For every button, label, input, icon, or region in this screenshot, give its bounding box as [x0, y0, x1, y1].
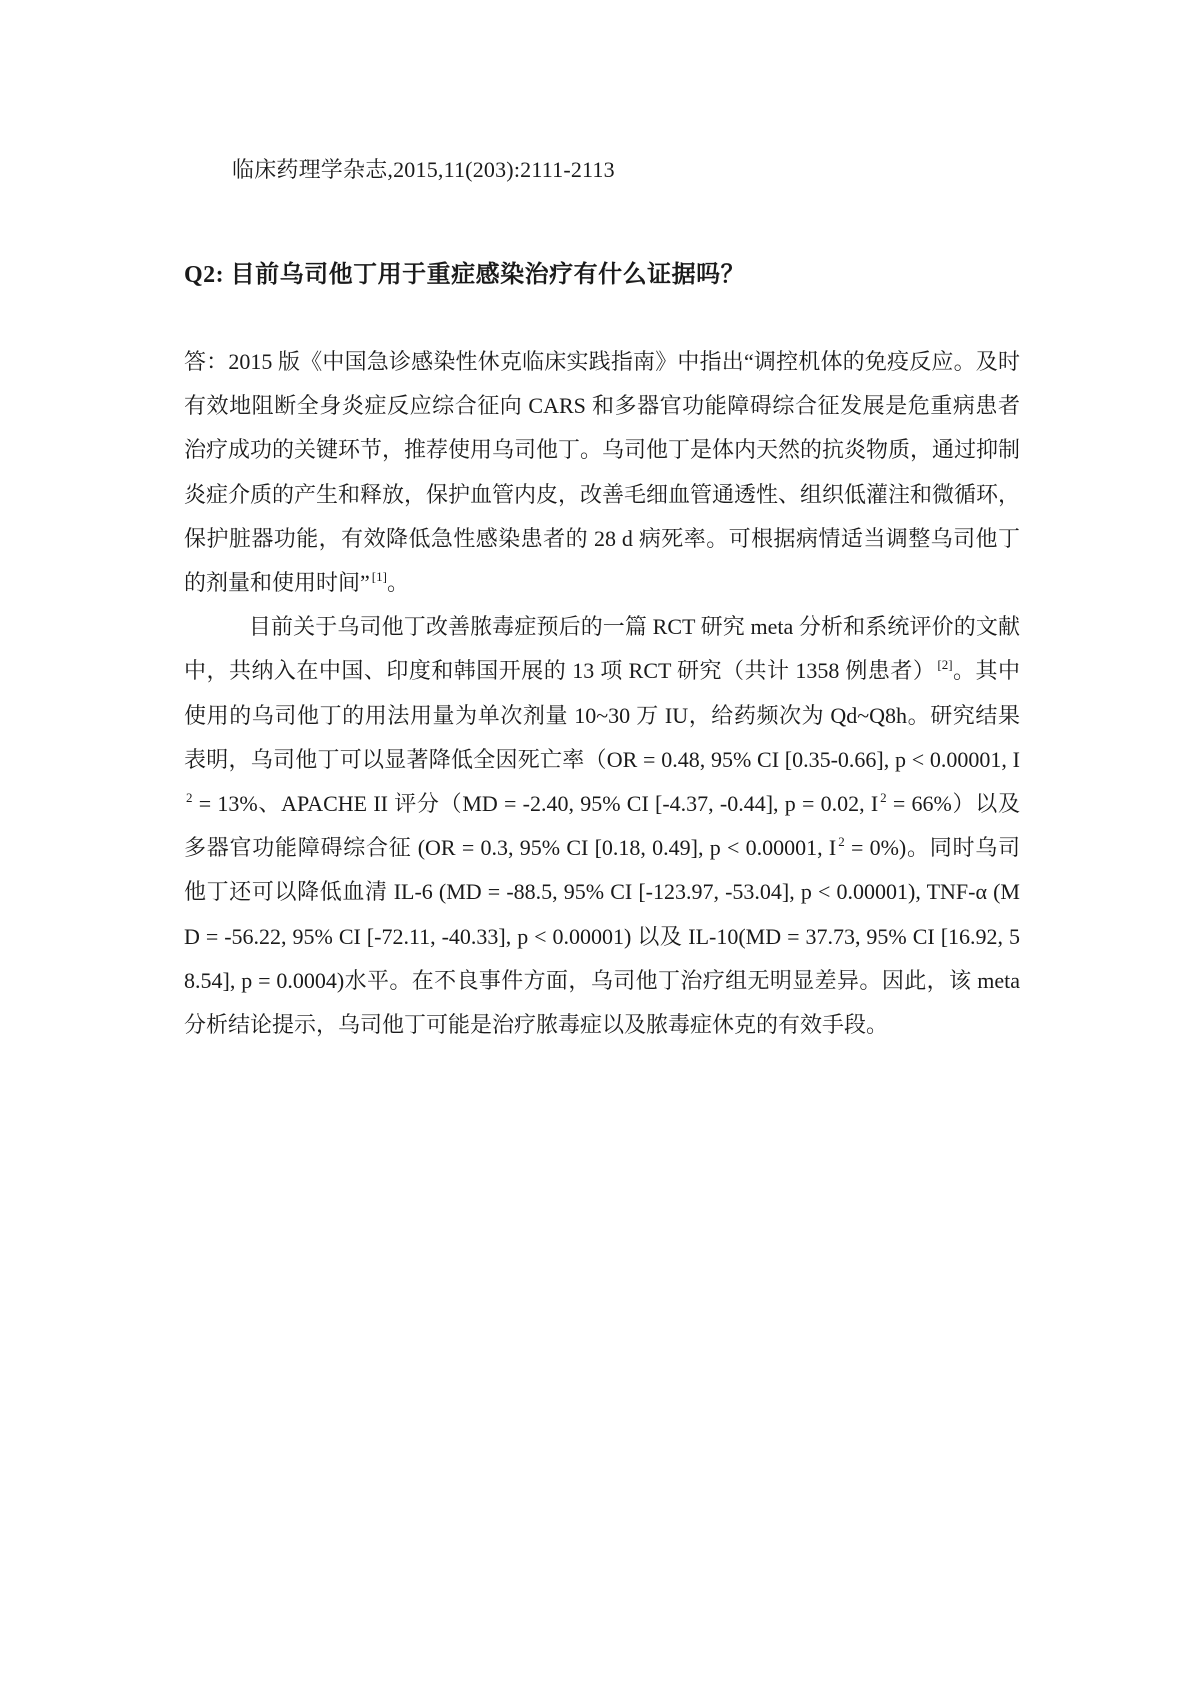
answer-body [184, 340, 1020, 1047]
superscript-i2-2: 2 [880, 790, 887, 806]
reference-citation: 临床药理学杂志,2015,11(203):2111-2113 [232, 157, 615, 182]
answer-paragraph-2 [184, 605, 1020, 1047]
answer-paragraph-2-part-5: = 0%)。同时乌司他丁还可以降低血清 IL-6 (MD = -88.5, 95% CI [-123.97, -53.04], p < 0.00001), TNF-α (MD = -56.22, 95% CI [-72.11, -40.33], p < 0.00001) 以及 IL-10(MD = 37.73, 95% CI [16.92, 58.54], p = 0.0004)水平。在不良事件方面，乌司他丁治疗组无明显差异。因此，该 meta 分析结论提示，乌司他丁可能是治疗脓毒症以及脓毒症休克的有效手段。 [184, 835, 1020, 1038]
answer-paragraph-2-part-4: = 66%）以及多器官功能障碍综合征 (OR = 0.3, 95% CI [0.18, 0.49], p < 0.00001, I [184, 791, 1020, 861]
question-heading: Q2: 目前乌司他丁用于重症感染治疗有什么证据吗？ [184, 262, 746, 288]
answer-paragraph-2-part-1: 目前关于乌司他丁改善脓毒症预后的一篇 RCT 研究 meta 分析和系统评价的文献中，共纳入在中国、印度和韩国开展的 13 项 RCT 研究（共计 1358 例患者） [184, 614, 1020, 684]
reference-marker-2: [2] [937, 657, 953, 673]
answer-paragraph-2-part-2: 。其中使用的乌司他丁的用法用量为单次剂量 10~30 万 IU，给药频次为 Qd~Q8h。研究结果表明，乌司他丁可以显著降低全因死亡率（OR = 0.48, 95% CI [0.35-0.66], p < 0.00001, I [184, 658, 1020, 772]
answer-paragraph-1 [184, 340, 1020, 605]
answer-paragraph-1-end: 。 [386, 570, 409, 596]
superscript-i2-1: 2 [186, 790, 193, 806]
answer-paragraph-2-part-3: = 13%、APACHE II 评分（MD = -2.40, 95% CI [-4.37, -0.44], p = 0.02, I [192, 791, 879, 817]
superscript-i2-3: 2 [838, 834, 845, 850]
answer-paragraph-1-text: 答：2015 版《中国急诊感染性休克临床实践指南》中指出“调控机体的免疫反应。及时有效地阻断全身炎症反应综合征向 CARS 和多器官功能障碍综合征发展是危重病患者治疗成功的关键环节，推荐使用乌司他丁。乌司他丁是体内天然的抗炎物质，通过抑制炎症介质的产生和释放，保护血管内皮，改善毛细血管通透性、组织低灌注和微循环，保护脏器功能，有效降低急性感染患者的 28 d 病死率。可根据病情适当调整乌司他丁的剂量和使用时间” [184, 349, 1021, 596]
reference-marker-1: [1] [371, 569, 387, 585]
